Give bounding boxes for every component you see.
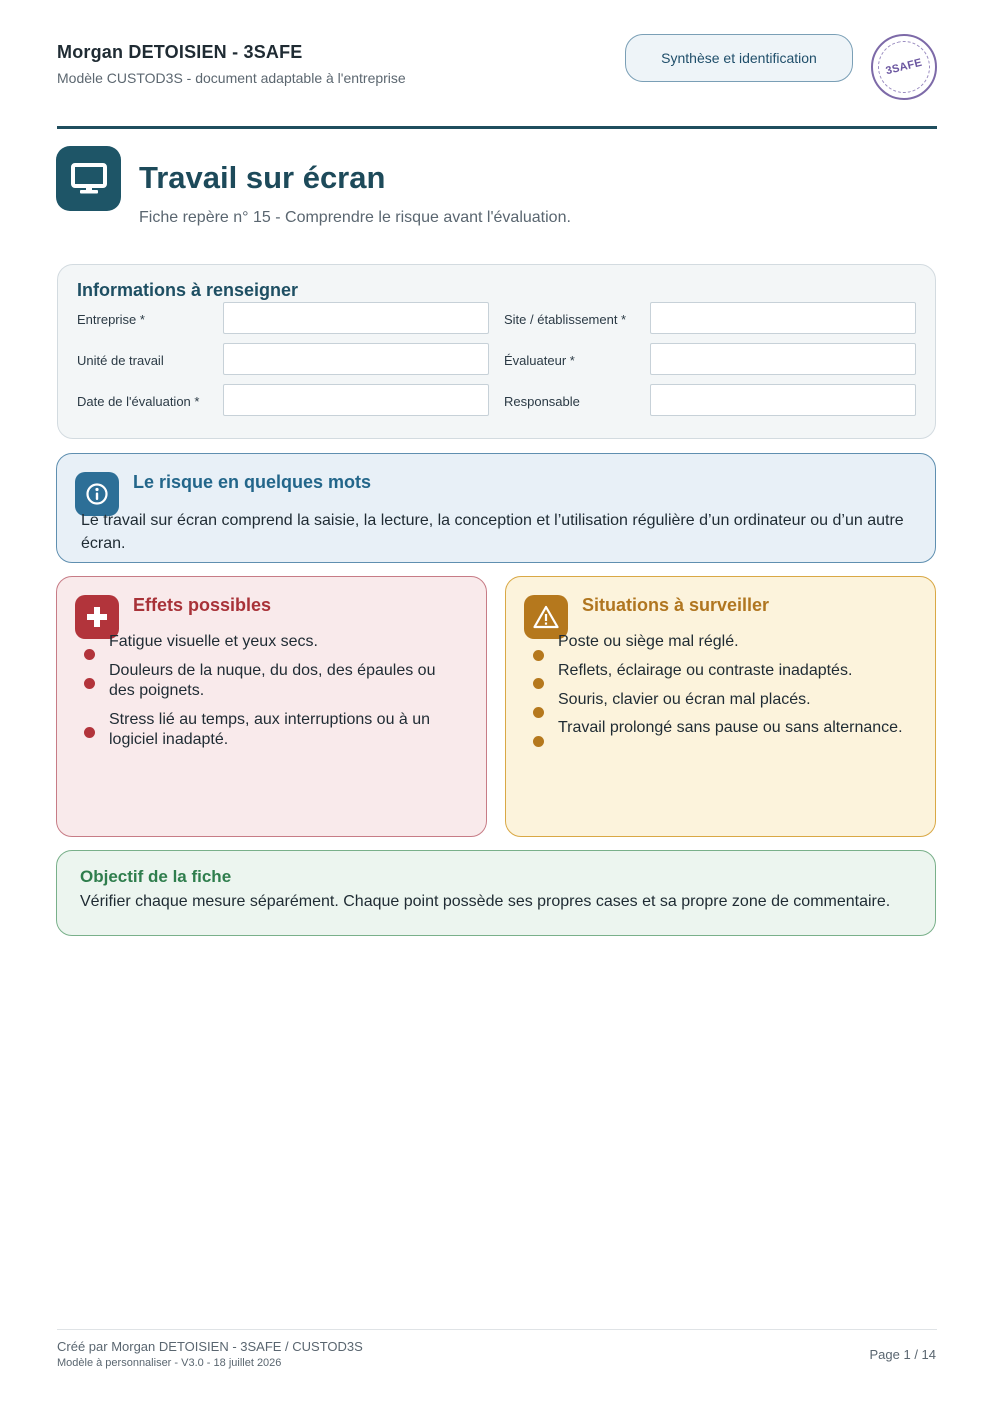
bullet-icon (533, 736, 544, 747)
site-field[interactable] (650, 302, 916, 334)
page-number: Page 1 / 14 (869, 1347, 936, 1362)
company-stamp-logo (871, 34, 937, 100)
evaluateur-field[interactable] (650, 343, 916, 375)
field-label-evaluateur: Évaluateur * (504, 353, 575, 368)
field-label-responsable: Responsable (504, 394, 580, 409)
section-button[interactable]: Synthèse et identification (625, 34, 853, 82)
bullet-icon (533, 678, 544, 689)
footer-divider (57, 1329, 937, 1330)
page-header (57, 40, 937, 100)
objective-text: Vérifier chaque mesure séparément. Chaque point possède ses propres cases et sa propre zone de commentaire. (80, 893, 891, 910)
bullet-icon (84, 727, 95, 738)
objective-panel (56, 850, 936, 936)
effects-panel (56, 576, 487, 837)
page-title: Travail sur écran (139, 160, 386, 195)
list-item: Travail prolongé sans pause ou sans alternance. (558, 719, 903, 736)
list-item: Reflets, éclairage ou contraste inadaptés. (558, 662, 853, 679)
info-form-panel (57, 264, 936, 439)
bullet-icon (533, 650, 544, 661)
model-caption: Modèle CUSTOD3S - document adaptable à l'entreprise (57, 70, 406, 86)
situations-title: Situations à surveiller (582, 595, 770, 615)
list-item: Douleurs de la nuque, du dos, des épaules ou des poignets. (109, 662, 436, 699)
list-item: Fatigue visuelle et yeux secs. (109, 633, 318, 650)
footer-version: Modèle à personnaliser - V3.0 - 18 juillet 2026 (57, 1357, 282, 1369)
entreprise-field[interactable] (223, 302, 489, 334)
bullet-icon (533, 707, 544, 718)
bullet-icon (84, 678, 95, 689)
info-form-title: Informations à renseigner (77, 280, 299, 300)
risk-summary-panel (56, 453, 936, 563)
stamp-text: 3SAFE (884, 56, 924, 78)
list-item: Poste ou siège mal réglé. (558, 633, 739, 650)
page-subtitle: Fiche repère n° 15 - Comprendre le risque avant l'évaluation. (139, 209, 571, 226)
field-label-unite: Unité de travail (77, 353, 164, 368)
author-name: Morgan DETOISIEN - 3SAFE (57, 42, 303, 62)
bullet-icon (84, 649, 95, 660)
header-divider (57, 126, 937, 129)
objective-title: Objectif de la fiche (80, 867, 232, 886)
field-label-site: Site / établissement * (504, 312, 627, 327)
list-item: Stress lié au temps, aux interruptions ou à un logiciel inadapté. (109, 711, 431, 748)
date-evaluation-field[interactable] (223, 384, 489, 416)
field-label-entreprise: Entreprise * (77, 312, 145, 327)
footer-credit: Créé par Morgan DETOISIEN - 3SAFE / CUSTOD3S (57, 1339, 363, 1354)
responsable-field[interactable] (650, 384, 916, 416)
monitor-icon (56, 146, 121, 211)
situations-panel (505, 576, 936, 837)
risk-summary-text: Le travail sur écran comprend la saisie, la lecture, la conception et l’utilisation régulière d’un ordinateur ou d’un autre écran. (81, 512, 904, 552)
stamp-ring (872, 35, 935, 98)
risk-summary-title: Le risque en quelques mots (133, 472, 372, 492)
unite-travail-field[interactable] (223, 343, 489, 375)
effects-title: Effets possibles (133, 595, 272, 615)
field-label-date: Date de l'évaluation * (77, 394, 200, 409)
list-item: Souris, clavier ou écran mal placés. (558, 691, 811, 708)
